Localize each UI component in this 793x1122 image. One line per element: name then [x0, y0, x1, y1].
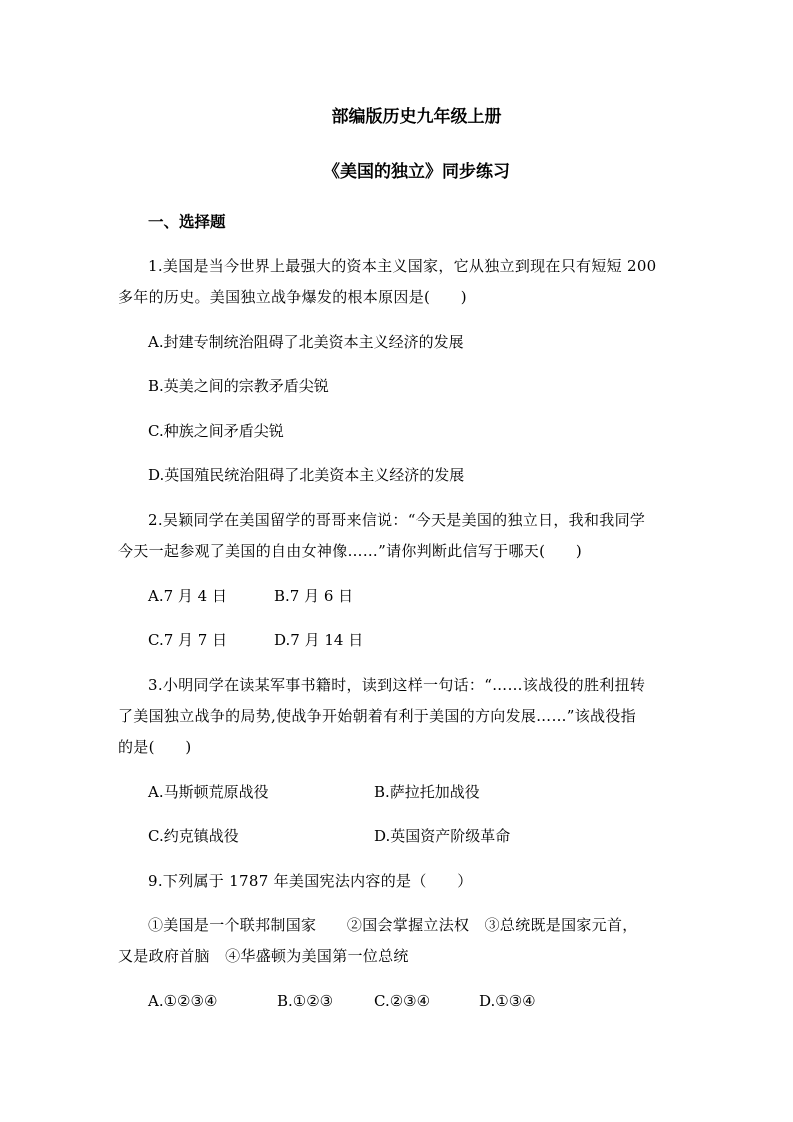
question-3-stem-line-3: 的是( ) [118, 738, 192, 756]
question-2-option-d: D.7 月 14 日 [274, 631, 364, 649]
question-2-option-a: A.7 月 4 日 [148, 587, 227, 605]
question-9-option-b: B.①②③ [277, 992, 334, 1010]
document-subtitle: 《美国的独立》同步练习 [323, 162, 510, 182]
question-9-option-c: C.②③④ [374, 992, 431, 1010]
question-1-option-b: B.英美之间的宗教矛盾尖锐 [148, 377, 329, 395]
question-2-stem-line-1: 2.吴颖同学在美国留学的哥哥来信说：“今天是美国的独立日，我和我同学 [148, 511, 646, 529]
question-1-option-a: A.封建专制统治阻碍了北美资本主义经济的发展 [148, 333, 464, 351]
question-2-option-b: B.7 月 6 日 [274, 587, 354, 605]
document-title: 部编版历史九年级上册 [331, 107, 502, 127]
question-1-option-c: C.种族之间矛盾尖锐 [148, 422, 284, 440]
question-9-statement-line-1: ①美国是一个联邦制国家 ②国会掌握立法权 ③总统既是国家元首， [148, 916, 638, 934]
question-1-stem-line-2: 多年的历史。美国独立战争爆发的根本原因是( ) [118, 288, 467, 306]
question-3-option-c: C.约克镇战役 [148, 827, 239, 845]
question-3-stem-line-2: 了美国独立战争的局势,使战争开始朝着有利于美国的方向发展……”该战役指 [118, 707, 636, 725]
question-2-stem-line-2: 今天一起参观了美国的自由女神像……”请你判断此信写于哪天( ) [118, 542, 582, 560]
section-heading: 一、选择题 [148, 213, 226, 231]
question-9-option-d: D.①③④ [479, 992, 536, 1010]
question-3-stem-line-1: 3.小明同学在读某军事书籍时，读到这样一句话：“……该战役的胜利扭转 [148, 676, 646, 694]
question-1-option-d: D.英国殖民统治阻碍了北美资本主义经济的发展 [148, 466, 465, 484]
question-9-statement-line-2: 又是政府首脑 ④华盛顿为美国第一位总统 [118, 947, 409, 965]
question-1-stem-line-1: 1.美国是当今世界上最强大的资本主义国家，它从独立到现在只有短短 200 [148, 257, 657, 275]
question-9-stem: 9.下列属于 1787 年美国宪法内容的是（ ） [148, 872, 473, 890]
question-3-option-d: D.英国资产阶级革命 [374, 827, 511, 845]
question-3-option-a: A.马斯顿荒原战役 [148, 783, 269, 801]
question-9-option-a: A.①②③④ [148, 992, 218, 1010]
question-2-option-c: C.7 月 7 日 [148, 631, 228, 649]
question-3-option-b: B.萨拉托加战役 [374, 783, 480, 801]
